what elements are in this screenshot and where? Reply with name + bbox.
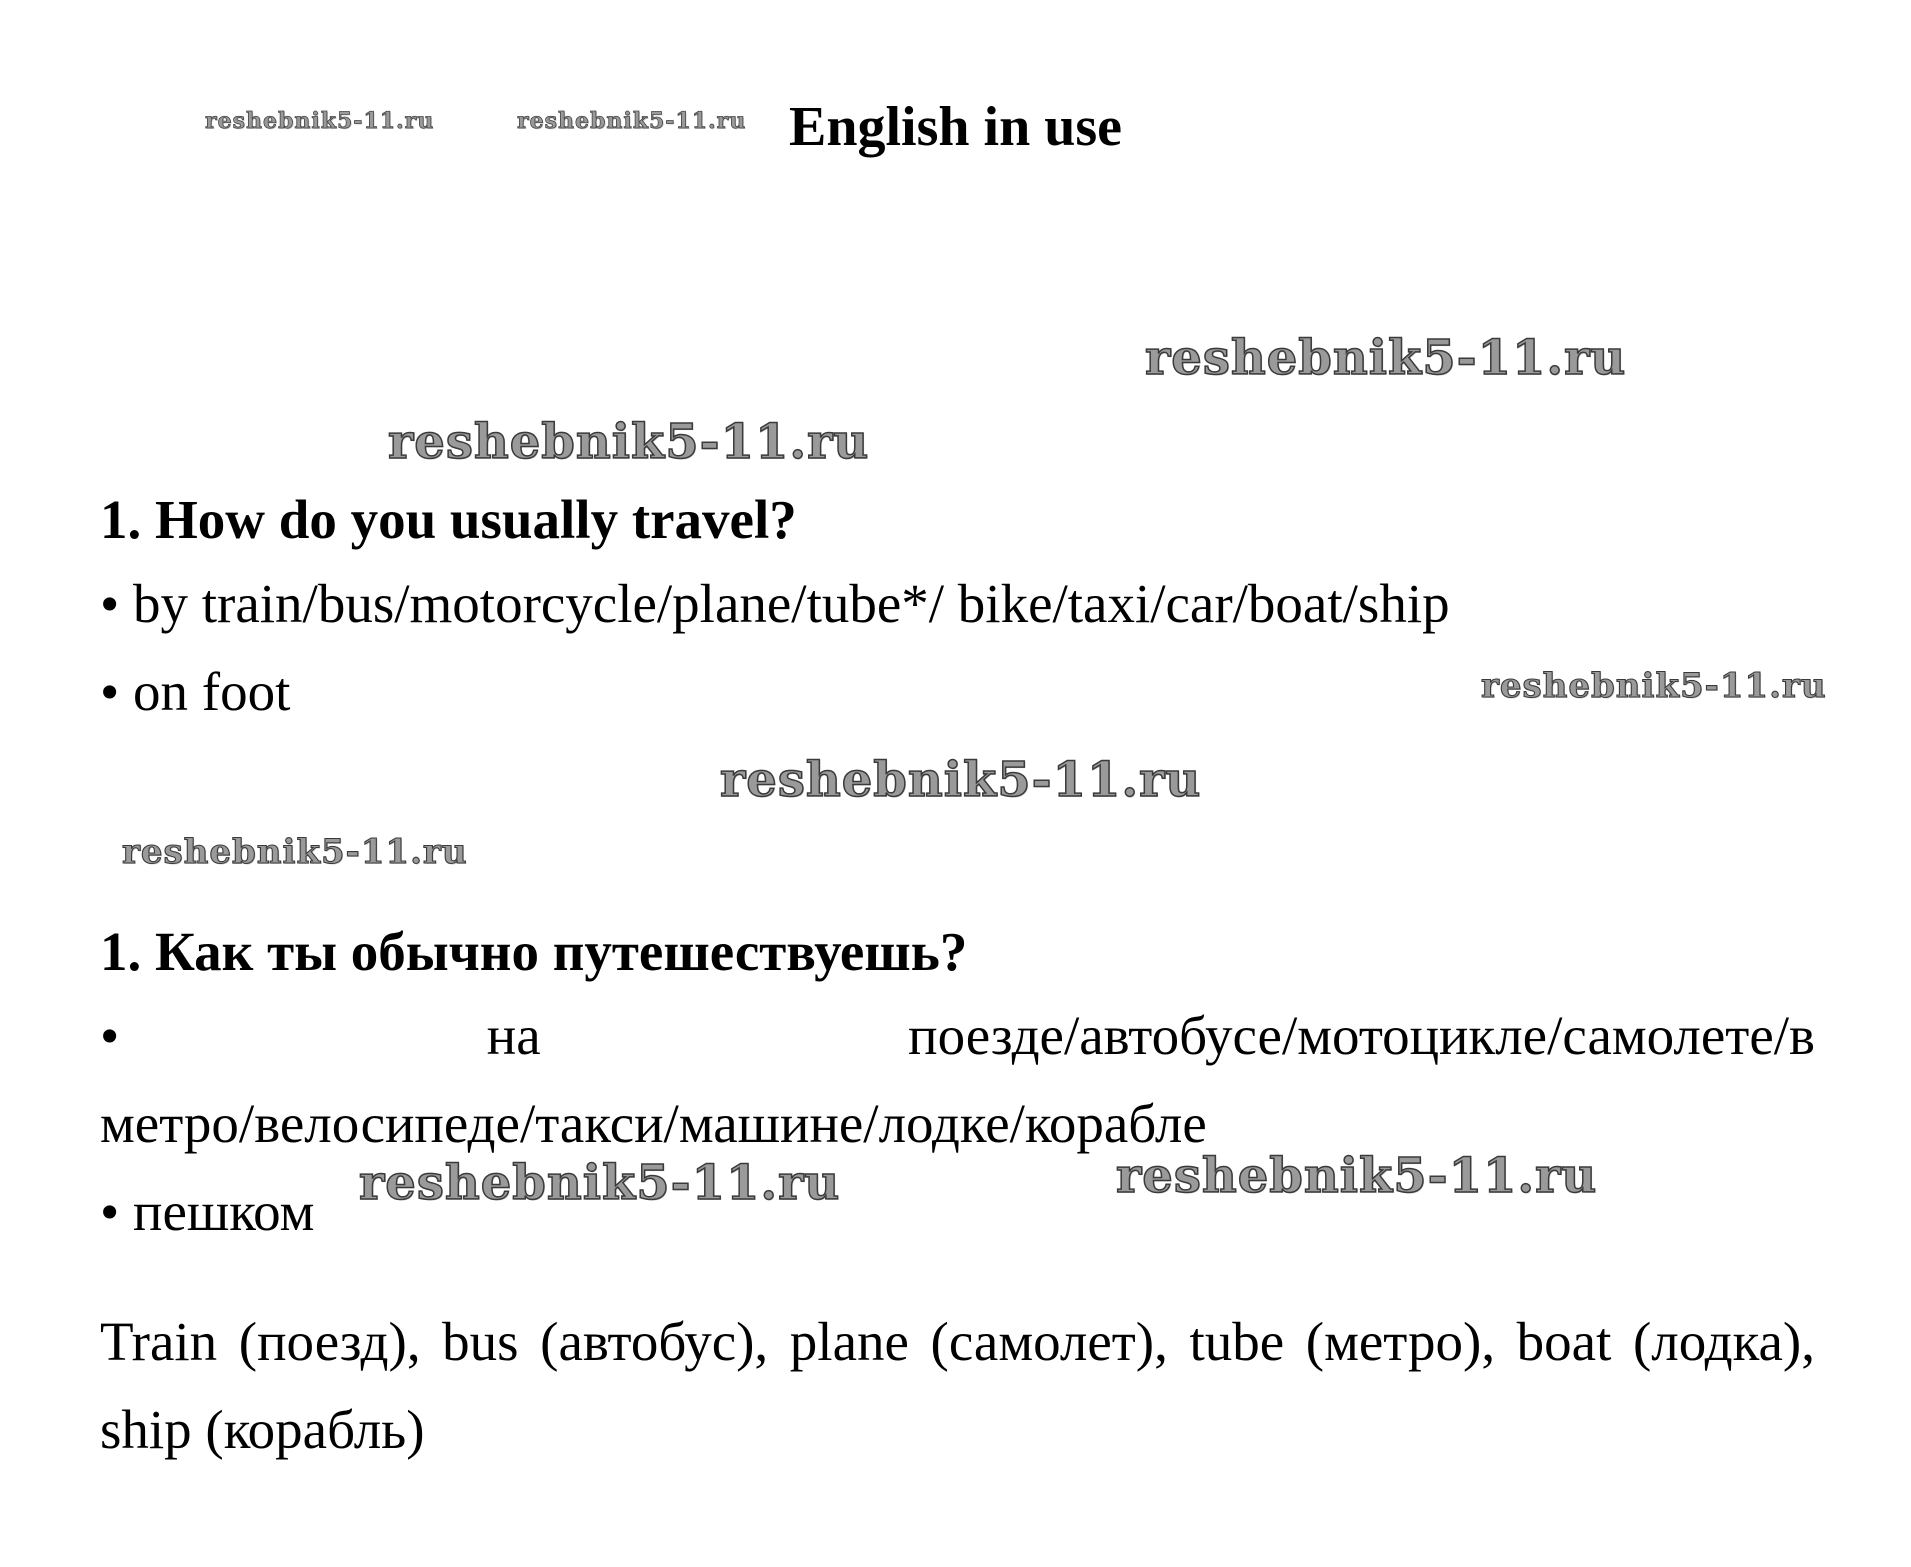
transport-list-start: поезде/автобусе/мотоцикле/самолете/в bbox=[908, 1005, 1815, 1066]
watermark: reshebnik5-11.ru bbox=[359, 1155, 841, 1211]
page-title: English in use bbox=[788, 96, 1123, 158]
watermark: reshebnik5-11.ru bbox=[1481, 666, 1827, 706]
english-bullet-transport: • by train/bus/motorcycle/plane/tube*/ bike/taxi/car/boat/ship bbox=[100, 573, 1450, 634]
watermark: reshebnik5-11.ru bbox=[720, 752, 1202, 808]
vocabulary-block bbox=[100, 1298, 1815, 1474]
english-bullet-foot: • on foot bbox=[100, 661, 291, 722]
watermark: reshebnik5-11.ru bbox=[1116, 1148, 1598, 1204]
vocabulary-paragraph: Train (поезд), bus (автобус), plane (самолет), tube (метро), boat (лодка), ship (корабль) bbox=[100, 1311, 1815, 1460]
russian-bullet-transport bbox=[100, 992, 1815, 1080]
watermark: reshebnik5-11.ru bbox=[205, 108, 435, 134]
watermark: reshebnik5-11.ru bbox=[122, 832, 468, 872]
english-question-heading: 1. How do you usually travel? bbox=[100, 489, 797, 550]
watermark: reshebnik5-11.ru bbox=[388, 414, 870, 470]
russian-section bbox=[100, 912, 1815, 1256]
russian-bullet-transport-continued: метро/велосипеде/такси/машине/лодке/корабле bbox=[100, 1093, 1207, 1154]
watermark: reshebnik5-11.ru bbox=[1145, 330, 1627, 386]
bullet-mark: • bbox=[100, 1005, 120, 1066]
watermark: reshebnik5-11.ru bbox=[517, 108, 747, 134]
russian-question-heading: 1. Как ты обычно путешествуешь? bbox=[100, 921, 968, 982]
preposition: на bbox=[486, 1005, 541, 1066]
russian-bullet-foot: • пешком bbox=[100, 1181, 315, 1242]
